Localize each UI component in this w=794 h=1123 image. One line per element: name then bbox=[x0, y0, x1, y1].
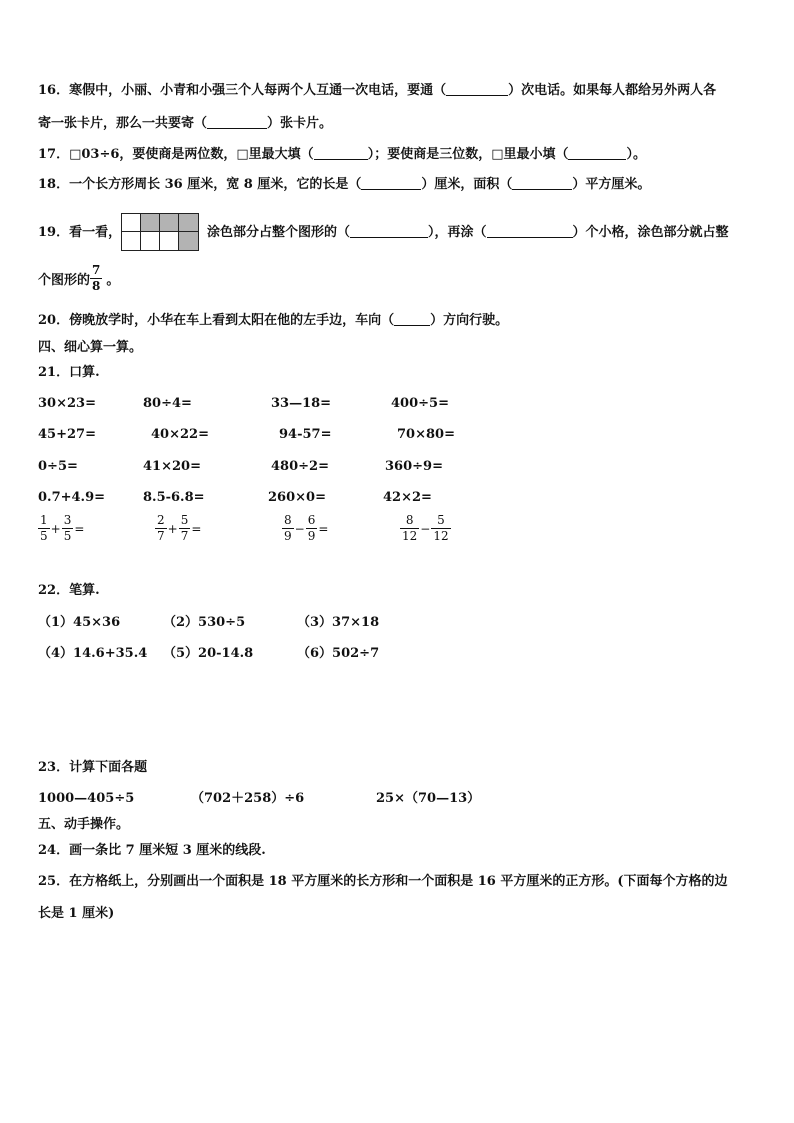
grid-cell-shaded bbox=[160, 214, 179, 232]
q19-line1 bbox=[207, 225, 729, 241]
mental-calc-item: 0.7+4.9= bbox=[38, 490, 106, 505]
calc-item: 25×（70—13） bbox=[376, 791, 481, 806]
q16-text-c: 寄一张卡片，那么一共要寄（ bbox=[38, 116, 208, 131]
fraction bbox=[38, 514, 50, 543]
q16-line2 bbox=[38, 116, 332, 132]
q19-text-c: ），再涂（ bbox=[428, 225, 487, 240]
grid-cell bbox=[160, 232, 179, 250]
q16-text-d: ）张卡片。 bbox=[267, 116, 333, 131]
q17-text-b: ）；要使商是三位数，□里最小填（ bbox=[367, 147, 569, 162]
fraction-denominator: 12 bbox=[402, 529, 418, 543]
q16-text-a: 16．寒假中，小丽、小青和小强三个人每两个人互通一次电话，要通（ bbox=[38, 83, 447, 98]
mental-calc-item: 94-57= bbox=[279, 427, 332, 442]
fraction-numerator: 1 bbox=[40, 513, 48, 527]
fraction bbox=[155, 514, 167, 543]
mental-calc-item: 40×22= bbox=[151, 427, 209, 442]
q22-title: 22．笔算. bbox=[38, 583, 100, 598]
mental-calc-item: 41×20= bbox=[143, 459, 201, 474]
fraction bbox=[400, 514, 419, 543]
q16-blank-calls[interactable] bbox=[446, 83, 508, 96]
mental-calc-item: 45+27= bbox=[38, 427, 96, 442]
q20-text-b: ）方向行驶。 bbox=[430, 313, 509, 328]
mental-calc-item: 30×23= bbox=[38, 396, 96, 411]
q19-text-end: 。 bbox=[106, 273, 120, 288]
fraction-denominator: 9 bbox=[284, 529, 292, 543]
written-calc-item: （1）45×36 bbox=[38, 615, 121, 630]
q18-blank-length[interactable] bbox=[361, 177, 421, 190]
fraction-expression bbox=[282, 514, 329, 543]
fraction bbox=[306, 514, 318, 543]
fraction-denominator: 9 bbox=[307, 529, 316, 543]
q19-text-a: 19．看一看， bbox=[38, 225, 122, 240]
q17-text-a: 17．□03÷6，要使商是两位数，□里最大填（ bbox=[38, 147, 314, 162]
q16-line1 bbox=[38, 83, 716, 99]
q18-text-a: 18．一个长方形周长 36 厘米，宽 8 厘米，它的长是（ bbox=[38, 177, 362, 192]
fraction-expression bbox=[400, 514, 451, 543]
fraction-denominator: 7 bbox=[157, 529, 165, 543]
mental-calc-item: 0÷5= bbox=[38, 459, 78, 474]
operator: + bbox=[167, 521, 178, 536]
mental-calc-item: 80÷4= bbox=[143, 396, 192, 411]
q19-text-lead bbox=[38, 225, 121, 241]
grid-cell bbox=[122, 232, 141, 250]
fraction-denominator: 8 bbox=[92, 279, 101, 293]
mental-calc-item: 260×0= bbox=[268, 490, 326, 505]
mental-calc-item: 8.5-6.8= bbox=[143, 490, 205, 505]
calc-item: 1000—405÷5 bbox=[38, 791, 135, 806]
q17-blank-max[interactable] bbox=[314, 147, 368, 160]
q19-fraction bbox=[90, 264, 102, 293]
q19-text-b: 涂色部分占整个图形的（ bbox=[207, 225, 351, 240]
shaded-grid-figure bbox=[121, 213, 199, 251]
equals-sign: = bbox=[191, 521, 202, 536]
fraction-numerator: 7 bbox=[92, 263, 101, 277]
q23-title: 23．计算下面各题 bbox=[38, 760, 148, 775]
q16-text-b: ）次电话。如果每人都给另外两人各 bbox=[508, 83, 717, 98]
written-calc-item: （3）37×18 bbox=[297, 615, 380, 630]
q21-title: 21．口算. bbox=[38, 365, 100, 380]
fraction bbox=[431, 514, 450, 543]
equals-sign: = bbox=[74, 521, 85, 536]
mental-calc-item: 70×80= bbox=[397, 427, 455, 442]
fraction-denominator: 5 bbox=[63, 529, 72, 543]
fraction-numerator: 5 bbox=[431, 514, 450, 529]
operator: − bbox=[420, 521, 431, 536]
fraction bbox=[179, 514, 191, 543]
written-calc-item: （2）530÷5 bbox=[163, 615, 246, 630]
mental-calc-item: 480÷2= bbox=[271, 459, 329, 474]
q25-line1: 25．在方格纸上，分别画出一个面积是 18 平方厘米的长方形和一个面积是 16 平方厘米的正方形。(下面每个方格的边 bbox=[38, 874, 728, 889]
fraction-numerator: 5 bbox=[180, 513, 189, 527]
q19-blank-cells[interactable] bbox=[487, 225, 573, 238]
fraction-denominator: 5 bbox=[40, 529, 48, 543]
q18-text-c: ）平方厘米。 bbox=[572, 177, 651, 192]
fraction-numerator: 6 bbox=[307, 513, 316, 527]
q17-text-c: ）。 bbox=[626, 147, 646, 162]
operator: − bbox=[294, 521, 305, 536]
written-calc-item: （5）20-14.8 bbox=[163, 646, 254, 661]
mental-calc-item: 33—18= bbox=[271, 396, 332, 411]
grid-cell bbox=[122, 214, 141, 232]
q20-line bbox=[38, 313, 508, 329]
fraction-denominator: 12 bbox=[433, 529, 449, 543]
fraction-numerator: 8 bbox=[400, 514, 419, 529]
fraction bbox=[62, 514, 74, 543]
q25-line2: 长是 1 厘米) bbox=[38, 906, 115, 921]
q17-line bbox=[38, 147, 646, 163]
written-calc-item: （6）502÷7 bbox=[297, 646, 380, 661]
q16-blank-cards[interactable] bbox=[207, 116, 267, 129]
q17-blank-min[interactable] bbox=[568, 147, 626, 160]
fraction-numerator: 8 bbox=[284, 513, 292, 527]
q20-text-a: 20．傍晚放学时，小华在车上看到太阳在他的左手边，车向（ bbox=[38, 313, 395, 328]
q19-line2 bbox=[38, 264, 119, 293]
section-four-heading: 四、细心算一算。 bbox=[38, 340, 143, 355]
q18-blank-area[interactable] bbox=[512, 177, 572, 190]
fraction-denominator: 7 bbox=[180, 529, 189, 543]
grid-cell-shaded bbox=[179, 232, 198, 250]
q18-text-b: ）厘米，面积（ bbox=[421, 177, 513, 192]
fraction-expression bbox=[38, 514, 85, 543]
mental-calc-item: 360÷9= bbox=[385, 459, 443, 474]
section-five-heading: 五、动手操作。 bbox=[38, 817, 130, 832]
fraction-numerator: 3 bbox=[63, 513, 72, 527]
grid-cell-shaded bbox=[141, 214, 160, 232]
q20-blank-direction[interactable] bbox=[394, 313, 430, 326]
fraction-numerator: 2 bbox=[157, 513, 165, 527]
equals-sign: = bbox=[318, 521, 329, 536]
q19-text-d: ）个小格，涂色部分就占整 bbox=[572, 225, 729, 240]
q24-line: 24．画一条比 7 厘米短 3 厘米的线段. bbox=[38, 843, 266, 858]
q19-text-e: 个图形的 bbox=[38, 273, 91, 288]
written-calc-item: （4）14.6+35.4 bbox=[38, 646, 148, 661]
grid-cell bbox=[141, 232, 160, 250]
fraction-expression bbox=[155, 514, 202, 543]
mental-calc-item: 400÷5= bbox=[391, 396, 449, 411]
q19-blank-fraction[interactable] bbox=[350, 225, 428, 238]
q18-line bbox=[38, 177, 650, 193]
calc-item: （702＋258）÷6 bbox=[191, 791, 305, 806]
grid-cell-shaded bbox=[179, 214, 198, 232]
operator: + bbox=[50, 521, 61, 536]
mental-calc-item: 42×2= bbox=[383, 490, 432, 505]
fraction bbox=[282, 514, 294, 543]
